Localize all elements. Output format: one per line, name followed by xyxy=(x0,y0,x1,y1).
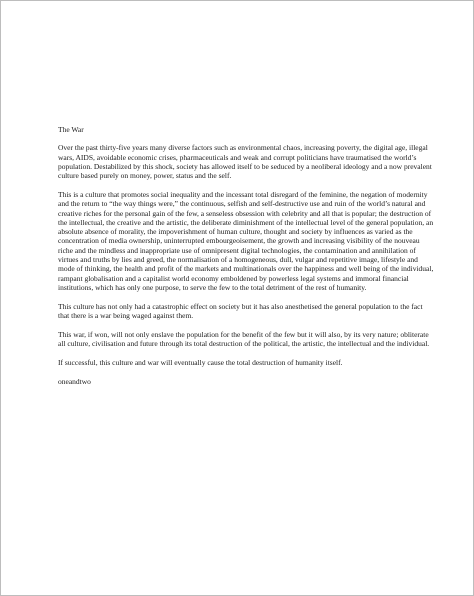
paragraph-2: This is a culture that promotes social inequality and the incessant total disregard of the feminine, the negation of modernity and the return to “the way things were,” the continuous, selfish and self-destructive use and ruin of the world’s natural and creative riches for the personal gain of the few, a senseless obsession with celebrity and all that is popular; the destruction of the intellectual, the creative and the artistic, the deliberate diminishment of the intellectual level of the general population, an absolute absence of morality, the impoverishment of human culture, thought and society by influences as varied as the concentration of media ownership, uninterrupted embourgeoisement, the growth and increasing visibility of the nouveau riche and the mindless and inappropriate use of omnipresent digital technologies, the contamination and annihilation of virtues and truths by lies and greed, the normalisation of a homogeneous, dull, vulgar and repetitive image, lifestyle and mode of thinking, the health and profit of the markets and multinationals over the happiness and well being of the individual, rampant globalisation and a capitalist world economy emboldened by powerless legal systems and immoral financial institutions, which has only one purpose, to serve the few to the total detriment of the rest of humanity. xyxy=(58,189,434,292)
paragraph-5: If successful, this culture and war will eventually cause the total destruction of humanity itself. xyxy=(58,357,343,367)
paragraph-1: Over the past thirty-five years many diverse factors such as environmental chaos, increasing poverty, the digital age, illegal wars, AIDS, avoidable economic crises, pharmaceuticals and weak and corrupt politicians have traumatised the world’s population. Destabilized by this shock, society has allowed itself to be seduced by a neoliberal ideology and a now prevalent culture based purely on money, power, status and the self. xyxy=(58,143,432,181)
paragraph-4: This war, if won, will not only enslave the population for the benefit of the few but it will also, by its very nature; obliterate all culture, civilisation and future through its total destruction of the political, the artistic, the intellectual and the individual. xyxy=(58,329,430,349)
document-body xyxy=(58,125,434,386)
signature: oneandtwo xyxy=(58,376,91,386)
document-title: The War xyxy=(58,125,84,134)
paragraph-3: This culture has not only had a catastrophic effect on society but it has also anesthetised the general population to the fact that there is a war being waged against them. xyxy=(58,301,423,321)
